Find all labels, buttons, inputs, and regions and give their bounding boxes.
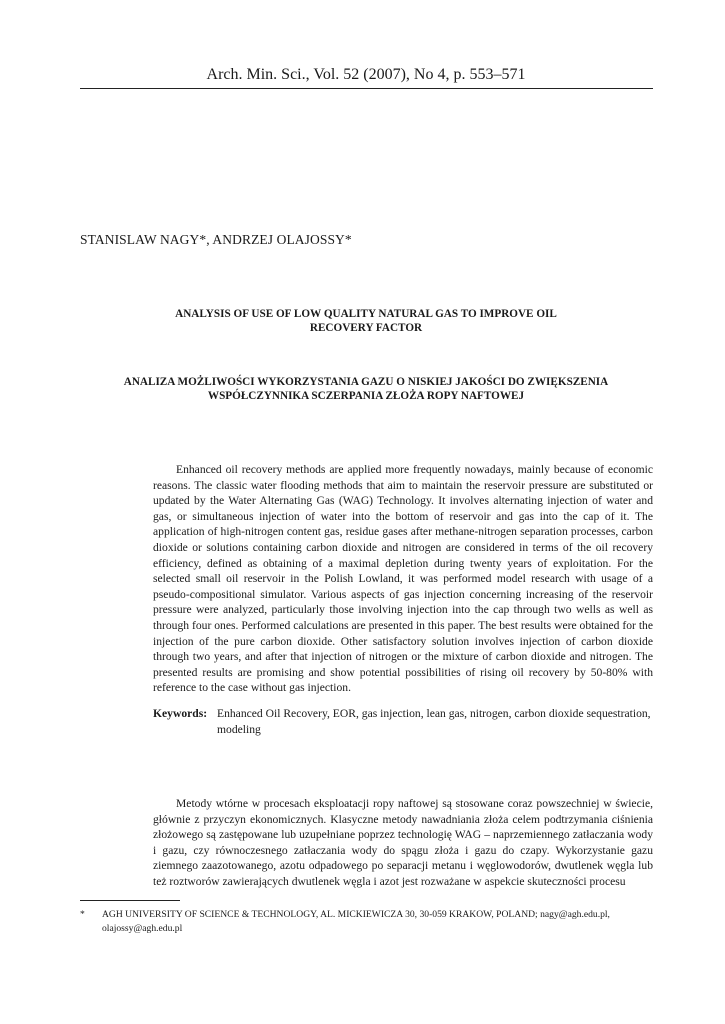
abstract-paragraph: Enhanced oil recovery methods are applied more frequently nowadays, mainly because of economic reasons. The classic water flooding methods that aim to maintain the reservoir pressure are substituted or updated by the Water Alternating Gas (WAG) Technology. It involves alternating injection of water and gas, or simultaneous injection of water into the bottom of reservoir and gas into the cap of it. The application of high-nitrogen content gas, residue gases after methane-nitrogen separation processes, carbon dioxide or solutions containing carbon dioxide and nitrogen are considered in terms of the oil recovery efficiency, defined as obtaining of a maximal depletion during twenty years of exploitation. For the selected small oil reservoir in the Polish Lowland, it was performed model research with usage of a pseudo-compositional simulator. Various aspects of gas injection concerning increasing of the reservoir pressure were analyzed, particularly those involving injection into the cap through two wells as well as through four ones. Performed calculations are presented in this paper. The best results were obtained for the injection of the pure carbon dioxide. Other satisfactory solution involves injection of carbon dioxide through two years, and after that injection of nitrogen or the mixture of carbon dioxide and nitrogen. The presented results are promising and show potential possibilities of rising oil recovery by 50-80% with reference to the case without gas injection.: [153, 463, 653, 695]
title-polish: [100, 375, 632, 403]
keywords: [153, 706, 653, 737]
header-rule: [80, 88, 653, 89]
keywords-text: Enhanced Oil Recovery, EOR, gas injection, lean gas, nitrogen, carbon dioxide sequestration, modeling: [217, 707, 651, 736]
journal-citation: Arch. Min. Sci., Vol. 52 (2007), No 4, p. 553–571: [206, 66, 526, 83]
title-english-line-2: RECOVERY FACTOR: [309, 322, 423, 334]
keywords-label: Keywords:: [153, 707, 208, 720]
footnote: [80, 908, 653, 935]
footnote-text: AGH UNIVERSITY OF SCIENCE & TECHNOLOGY, AL. MICKIEWICZA 30, 30-059 KRAKOW, POLAND; nagy@agh.edu.pl, olajossy@agh.edu.pl: [102, 909, 610, 934]
polish-body-paragraph: Metody wtórne w procesach eksploatacji ropy naftowej są stosowane coraz powszechniej w świecie, głównie z przyczyn ekonomicznych. Klasyczne metody nawadniania złoża celem podtrzymania ciśnienia złożowego są zastępowane lub uzupełniane poprzez technologię WAG – naprzemiennego zatłaczania wody i gazu, czy równoczesnego zatłaczania wody do spągu złoża i gazu do czapy. Wykorzystanie gazu ziemnego zaazotowanego, azotu odpadowego po separacji metanu i węglowodorów, dwutlenek węgla lub też roztworów zawierających dwutlenek węgla i azot jest rozważane w aspekcie skuteczności procesu: [153, 797, 653, 888]
abstract: [153, 462, 653, 696]
title-english-line-1: ANALYSIS OF USE OF LOW QUALITY NATURAL GAS TO IMPROVE OIL: [175, 308, 557, 320]
title-polish-line-2: WSPÓŁCZYNNIKA SCZERPANIA ZŁOŻA ROPY NAFTOWEJ: [207, 390, 525, 402]
authors: STANISLAW NAGY*, ANDRZEJ OLAJOSSY*: [80, 232, 352, 247]
title-polish-line-1: ANALIZA MOŻLIWOŚCI WYKORZYSTANIA GAZU O NISKIEJ JAKOŚCI DO ZWIĘKSZENIA: [123, 376, 609, 388]
title-english: [100, 307, 632, 335]
footnote-mark: *: [80, 909, 85, 920]
footnote-rule: [80, 900, 180, 901]
polish-body: [153, 796, 653, 890]
